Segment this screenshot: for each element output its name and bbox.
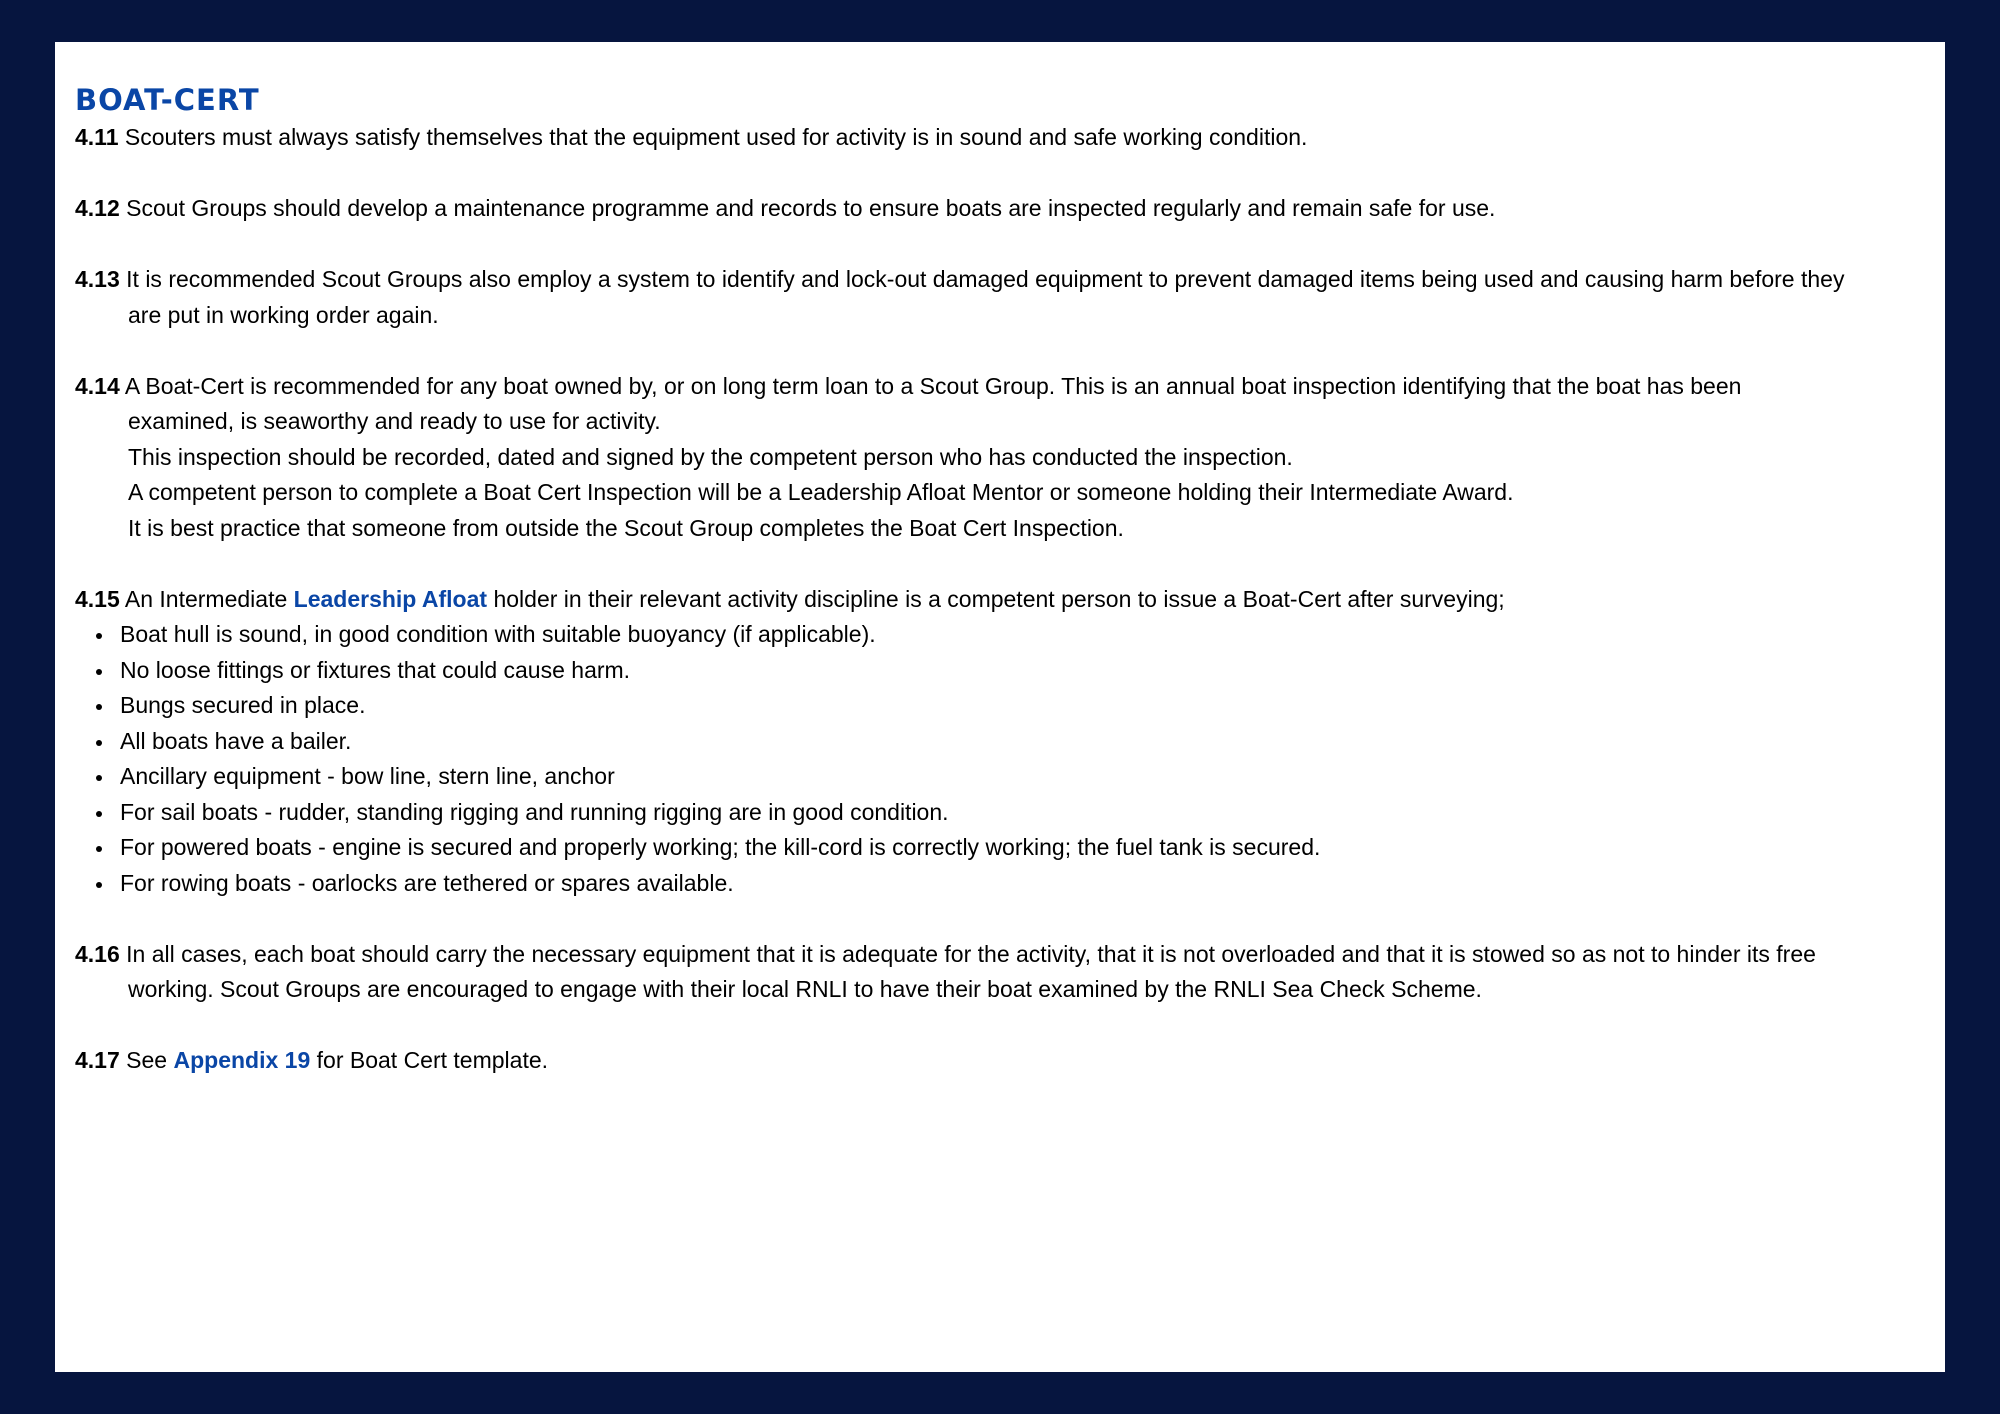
document-page (55, 42, 1945, 1372)
section-text-after: for Boat Cert template. (316, 1047, 549, 1073)
list-item: No loose fittings or fixtures that could cause harm. (75, 653, 1925, 689)
section-number: 4.13 (75, 266, 120, 292)
section-text: It is recommended Scout Groups also employ a system to identify and lock-out damaged equipment to prevent damaged items being used and causing harm before they (126, 266, 1845, 292)
section-4-15-line (75, 582, 1925, 618)
section-4-11 (75, 120, 1925, 156)
section-4-14-line-5: It is best practice that someone from outside the Scout Group completes the Boat Cert Inspection. (128, 514, 1124, 541)
section-4-14-line-4: A competent person to complete a Boat Cert Inspection will be a Leadership Afloat Mentor or someone holding their Intermediate Award. (128, 479, 1514, 505)
section-number: 4.16 (75, 940, 120, 967)
section-4-14-line-3: This inspection should be recorded, dated and signed by the competent person who has conducted the inspection. (128, 443, 1293, 470)
section-4-16-line-1 (75, 937, 1925, 973)
section-4-13-line-2: are put in working order again. (128, 301, 439, 328)
section-text-after: holder in their relevant activity discipline is a competent person to issue a Boat-Cert after surveying; (493, 585, 1505, 612)
section-4-12-line (75, 191, 1925, 227)
section-text: A Boat-Cert is recommended for any boat owned by, or on long term loan to a Scout Group. This is an annual boat inspection identifying that the boat has been (124, 372, 1742, 399)
section-4-14-line-2: examined, is seaworthy and ready to use for activity. (128, 408, 661, 434)
section-4-15 (75, 582, 1925, 618)
section-number: 4.14 (75, 372, 120, 399)
section-4-14-line-1 (75, 369, 1925, 405)
section-text-before: An Intermediate (124, 585, 288, 612)
section-text: Scouters must always satisfy themselves that the equipment used for activity is in sound and safe working condition. (124, 124, 1308, 150)
section-text-before: See (126, 1047, 168, 1073)
section-4-16 (75, 937, 1925, 1008)
section-4-17 (75, 1043, 1925, 1079)
section-4-11-line (75, 120, 1925, 156)
section-number: 4.12 (75, 195, 120, 221)
list-item: For powered boats - engine is secured and properly working; the kill-cord is correctly working; the fuel tank is secured. (75, 830, 1925, 866)
section-4-16-line-2: working. Scout Groups are encouraged to engage with their local RNLI to have their boat examined by the RNLI Sea Check Scheme. (128, 976, 1482, 1002)
section-4-13-line-1 (75, 262, 1925, 298)
leadership-afloat-link[interactable]: Leadership Afloat (293, 585, 488, 612)
section-text: Scout Groups should develop a maintenance programme and records to ensure boats are inspected regularly and remain safe for use. (126, 195, 1496, 221)
page-title: BOAT-CERT (75, 83, 260, 117)
section-text: In all cases, each boat should carry the necessary equipment that it is adequate for the activity, that it is not overloaded and that it is stowed so as not to hinder its free (126, 940, 1816, 967)
section-number: 4.11 (75, 124, 119, 150)
section-4-17-line (75, 1043, 1925, 1079)
section-number: 4.15 (75, 585, 120, 612)
section-number: 4.17 (75, 1047, 120, 1073)
section-4-12 (75, 191, 1925, 227)
list-item: All boats have a bailer. (75, 724, 1925, 760)
list-item: For rowing boats - oarlocks are tethered or spares available. (75, 866, 1925, 902)
list-item: For sail boats - rudder, standing rigging and running rigging are in good condition. (75, 795, 1925, 831)
appendix-19-link[interactable]: Appendix 19 (173, 1047, 311, 1073)
survey-checklist (75, 617, 1925, 901)
list-item: Boat hull is sound, in good condition with suitable buoyancy (if applicable). (75, 617, 1925, 653)
section-4-13 (75, 262, 1925, 333)
list-item: Ancillary equipment - bow line, stern line, anchor (75, 759, 1925, 795)
list-item: Bungs secured in place. (75, 688, 1925, 724)
section-4-14 (75, 369, 1925, 547)
